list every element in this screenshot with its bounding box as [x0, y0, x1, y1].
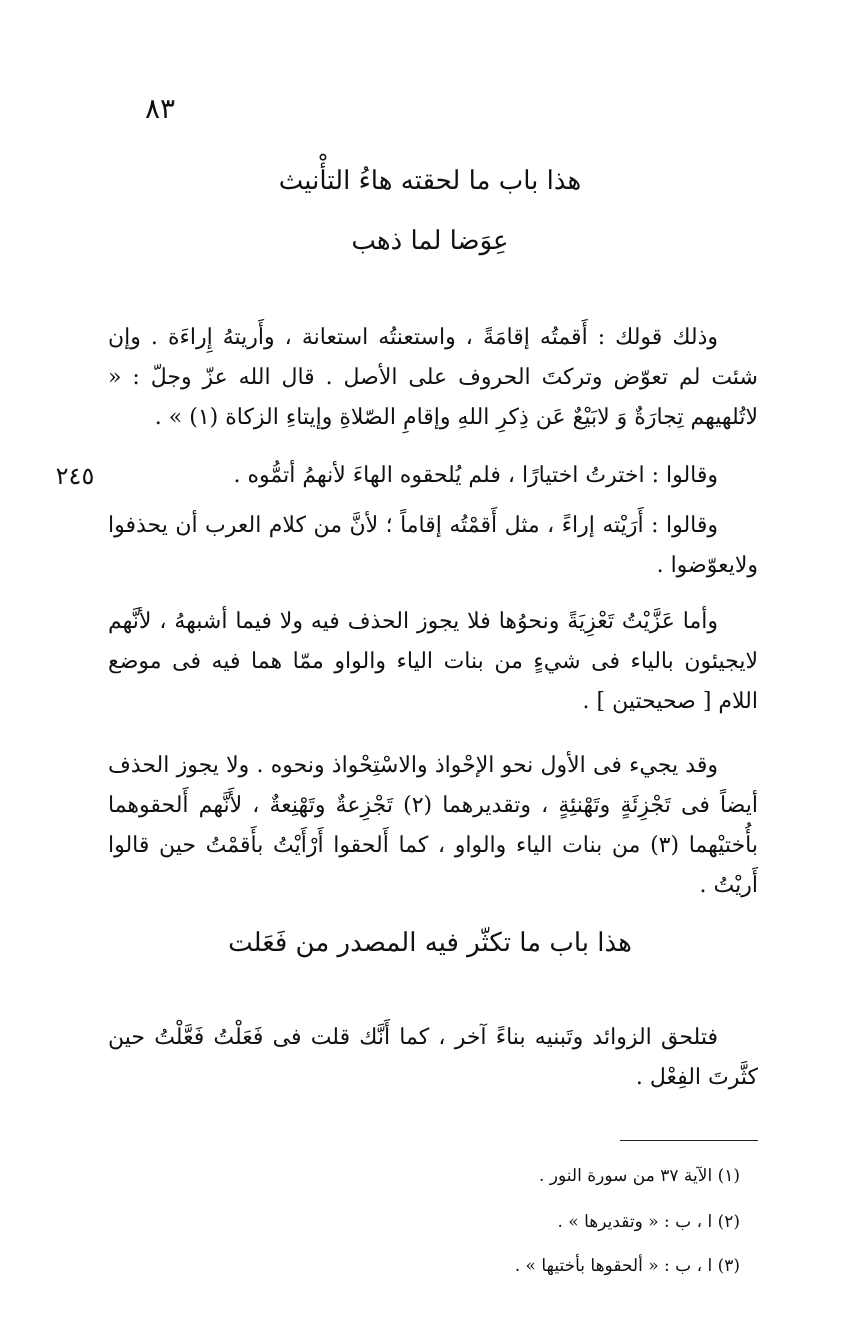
paragraph: وقد يجيء فى الأول نحو الإحْواذ والاسْتِحْواذ ونحوه . ولا يجوز الحذف أيضاً فى تَجْزِئَةٍ وتَهْنئِةٍ ، وتقديرهما (٢) تَجْزِعةٌ وتَهْنِعةٌ ، لأَنَّهم أَلحقوهما بأُختيْهما (٣) من بنات الياء والواو ، كما أَلحقوا أَرْأَيْتُ بأَقمْتُ حين قالوا أَريْتُ .	[108, 753, 758, 898]
footnote-divider	[620, 1140, 758, 1141]
paragraph: وقالوا : اخترتُ اختيارًا ، فلم يُلحقوه الهاءَ لأنهمُ أتمُّوه .	[233, 463, 718, 488]
footnote: (١) الآية ٣٧ من سورة النور .	[539, 1166, 740, 1186]
paragraph: فتلحق الزوائد وتَبنيه بناءً آخر ، كما أَنَّك قلت فى فَعَلْتُ فَعَّلْتُ حين كثَّرتَ الفِعْل .	[108, 1025, 758, 1090]
footnote: (٢) ا ، ب : « وتقديرها » .	[557, 1212, 740, 1232]
paragraph: وأما عَزَّيْتُ تَعْزِيَةً ونحوُها فلا يجوز الحذف فيه ولا فيما أشبههُ ، لأنَّهم لايجيئون بالياء فى شيءٍ من بنات الياء والواو ممّا هما فيه فى موضع اللام [ صحيحتين ] .	[108, 609, 758, 714]
paragraph: وذلك قولك : أَقمتُه إقامَةً ، واستعنتُه استعانة ، وأَريتهُ إِراءَة . وإن شئت لم تعوّض وتركتَ الحروف على الأصل . قال الله عزّ وجلّ : « لاتُلهيهم تِجارَةٌ وَ لابَيْعٌ عَن ذِكرِ اللهِ وإقامِ الصّلاةِ وإيتاءِ الزكاة (١) » .	[108, 325, 758, 430]
margin-reference-number: ٢٤٥	[55, 462, 95, 490]
chapter-heading: هذا باب ما لحقته هاءُ التأْنيث	[278, 166, 582, 196]
chapter-subheading: عِوَضا لما ذهب	[351, 226, 509, 256]
section-heading: هذا باب ما تكثّر فيه المصدر من فَعَلت	[228, 928, 632, 958]
paragraph: وقالوا : أَرَيْته إراءً ، مثل أَقمْتُه إقاماً ؛ لأنَّ من كلام العرب أن يحذفوا ولايعوّضوا .	[108, 513, 758, 578]
footnote: (٣) ا ، ب : « ألحقوها بأختيها » .	[514, 1256, 740, 1276]
page-number: ٨٣	[144, 92, 176, 125]
